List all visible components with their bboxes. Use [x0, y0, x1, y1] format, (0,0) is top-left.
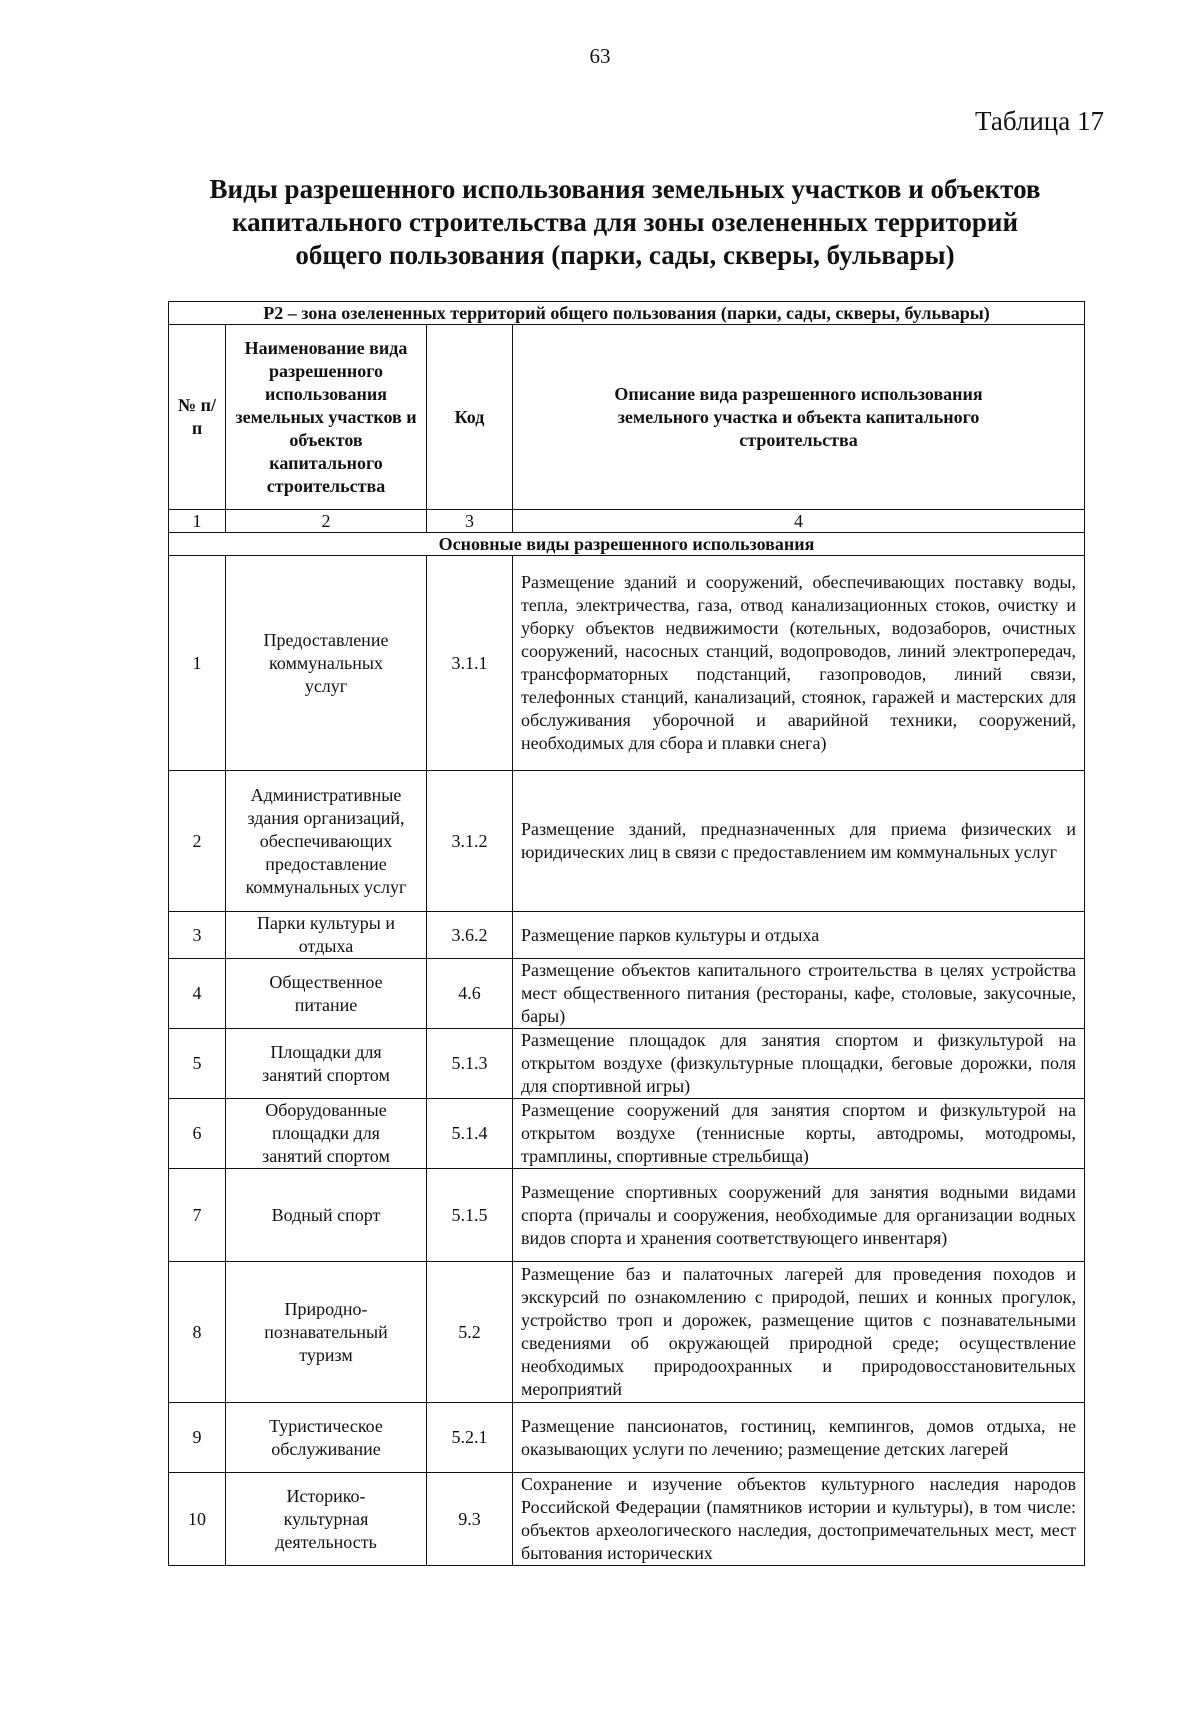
- table-row: [169, 912, 1085, 959]
- column-number: 3: [427, 510, 513, 533]
- title-line: Виды разрешенного использования земельных участков и объектов: [209, 174, 1041, 204]
- table-row: [169, 1099, 1085, 1169]
- row-code: 9.3: [427, 1473, 513, 1566]
- table-label: Таблица 17: [975, 106, 1104, 136]
- row-code: 3.1.2: [427, 771, 513, 912]
- header-code: Код: [427, 325, 513, 510]
- column-number: 2: [226, 510, 427, 533]
- column-header-row: [169, 325, 1085, 510]
- row-desc: Размещение пансионатов, гостиниц, кемпингов, домов отдыха, не оказывающих услуги по лечению; размещение детских лагерей: [513, 1403, 1085, 1473]
- row-name: Общественное питание: [226, 959, 427, 1029]
- table-row: [169, 1029, 1085, 1099]
- row-code: 3.1.1: [427, 556, 513, 771]
- row-code: 5.2.1: [427, 1403, 513, 1473]
- section-title: Основные виды разрешенного использования: [169, 533, 1085, 556]
- row-code: 4.6: [427, 959, 513, 1029]
- row-num: 6: [169, 1099, 226, 1169]
- row-num: 1: [169, 556, 226, 771]
- row-num: 8: [169, 1262, 226, 1403]
- column-number: 1: [169, 510, 226, 533]
- zone-header: Р2 – зона озелененных территорий общего пользования (парки, сады, скверы, бульвары): [169, 302, 1085, 325]
- row-desc: Размещение баз и палаточных лагерей для проведения походов и экскурсий по ознакомлению с природой, пеших и конных прогулок, устройство троп и дорожек, размещение щитов с познавательными сведениями об окружающей природной среде; осуществление необходимых природоохранных и природовосстановительных мероприятий: [513, 1262, 1085, 1403]
- table-row: [169, 959, 1085, 1029]
- row-name: Предоставление коммунальных услуг: [226, 556, 427, 771]
- row-desc: Размещение площадок для занятия спортом и физкультурой на открытом воздухе (физкультурные площадки, беговые дорожки, поля для спортивной игры): [513, 1029, 1085, 1099]
- row-desc: Размещение сооружений для занятия спортом и физкультурой на открытом воздухе (теннисные корты, автодромы, мотодромы, трамплины, спортивные стрельбища): [513, 1099, 1085, 1169]
- column-number: 4: [513, 510, 1085, 533]
- page-number: 63: [589, 44, 611, 68]
- table-row: [169, 1169, 1085, 1262]
- row-num: 3: [169, 912, 226, 959]
- row-desc: Размещение зданий и сооружений, обеспечивающих поставку воды, тепла, электричества, газа, отвод канализационных стоков, очистку и уборку объектов недвижимости (котельных, водозаборов, очистных сооружений, насосных станций, водопроводов, линий электропередач, трансформаторных подстанций, газопроводов, линий связи, телефонных станций, канализаций, стоянок, гаражей и мастерских для обслуживания уборочной и аварийной техники, сооружений, необходимых для сбора и плавки снега): [513, 556, 1085, 771]
- header-desc: Описание вида разрешенного использования земельного участка и объекта капитального строительства: [513, 325, 1085, 510]
- row-code: 5.2: [427, 1262, 513, 1403]
- title-line: общего пользования (парки, сады, скверы, бульвары): [295, 240, 955, 270]
- row-name: Оборудованные площадки для занятий спортом: [226, 1099, 427, 1169]
- row-name: Водный спорт: [226, 1169, 427, 1262]
- table-row: [169, 1403, 1085, 1473]
- row-num: 10: [169, 1473, 226, 1566]
- table-row: [169, 771, 1085, 912]
- row-name: Административные здания организаций, обеспечивающих предоставление коммунальных услуг: [226, 771, 427, 912]
- row-desc: Размещение парков культуры и отдыха: [513, 912, 1085, 959]
- table-row: [169, 1473, 1085, 1566]
- row-name: Парки культуры и отдыха: [226, 912, 427, 959]
- row-num: 9: [169, 1403, 226, 1473]
- header-name: Наименование вида разрешенного использования земельных участков и объектов капитального строительства: [226, 325, 427, 510]
- zone-header-row: [169, 302, 1085, 325]
- row-code: 5.1.3: [427, 1029, 513, 1099]
- row-desc: Размещение зданий, предназначенных для приема физических и юридических лиц в связи с предоставлением им коммунальных услуг: [513, 771, 1085, 912]
- row-num: 5: [169, 1029, 226, 1099]
- row-desc: Сохранение и изучение объектов культурного наследия народов Российской Федерации (памятников истории и культуры), в том числе: объектов археологического наследия, достопримечательных мест, мест бытования исторических: [513, 1473, 1085, 1566]
- land-use-table: [168, 301, 1085, 1566]
- table-row: [169, 1262, 1085, 1403]
- row-code: 5.1.5: [427, 1169, 513, 1262]
- row-name: Историко-культурная деятельность: [226, 1473, 427, 1566]
- title-line: капитального строительства для зоны озелененных территорий: [231, 207, 1019, 237]
- row-name: Туристическое обслуживание: [226, 1403, 427, 1473]
- row-num: 7: [169, 1169, 226, 1262]
- row-code: 3.6.2: [427, 912, 513, 959]
- row-num: 2: [169, 771, 226, 912]
- column-number-row: [169, 510, 1085, 533]
- row-num: 4: [169, 959, 226, 1029]
- row-desc: Размещение объектов капитального строительства в целях устройства мест общественного питания (рестораны, кафе, столовые, закусочные, бары): [513, 959, 1085, 1029]
- row-name: Природно-познавательный туризм: [226, 1262, 427, 1403]
- document-title: [150, 173, 1100, 272]
- header-num: № п/п: [169, 325, 226, 510]
- row-code: 5.1.4: [427, 1099, 513, 1169]
- section-row: [169, 533, 1085, 556]
- row-name: Площадки для занятий спортом: [226, 1029, 427, 1099]
- table-row: [169, 556, 1085, 771]
- row-desc: Размещение спортивных сооружений для занятия водными видами спорта (причалы и сооружения, необходимые для организации водных видов спорта и хранения соответствующего инвентаря): [513, 1169, 1085, 1262]
